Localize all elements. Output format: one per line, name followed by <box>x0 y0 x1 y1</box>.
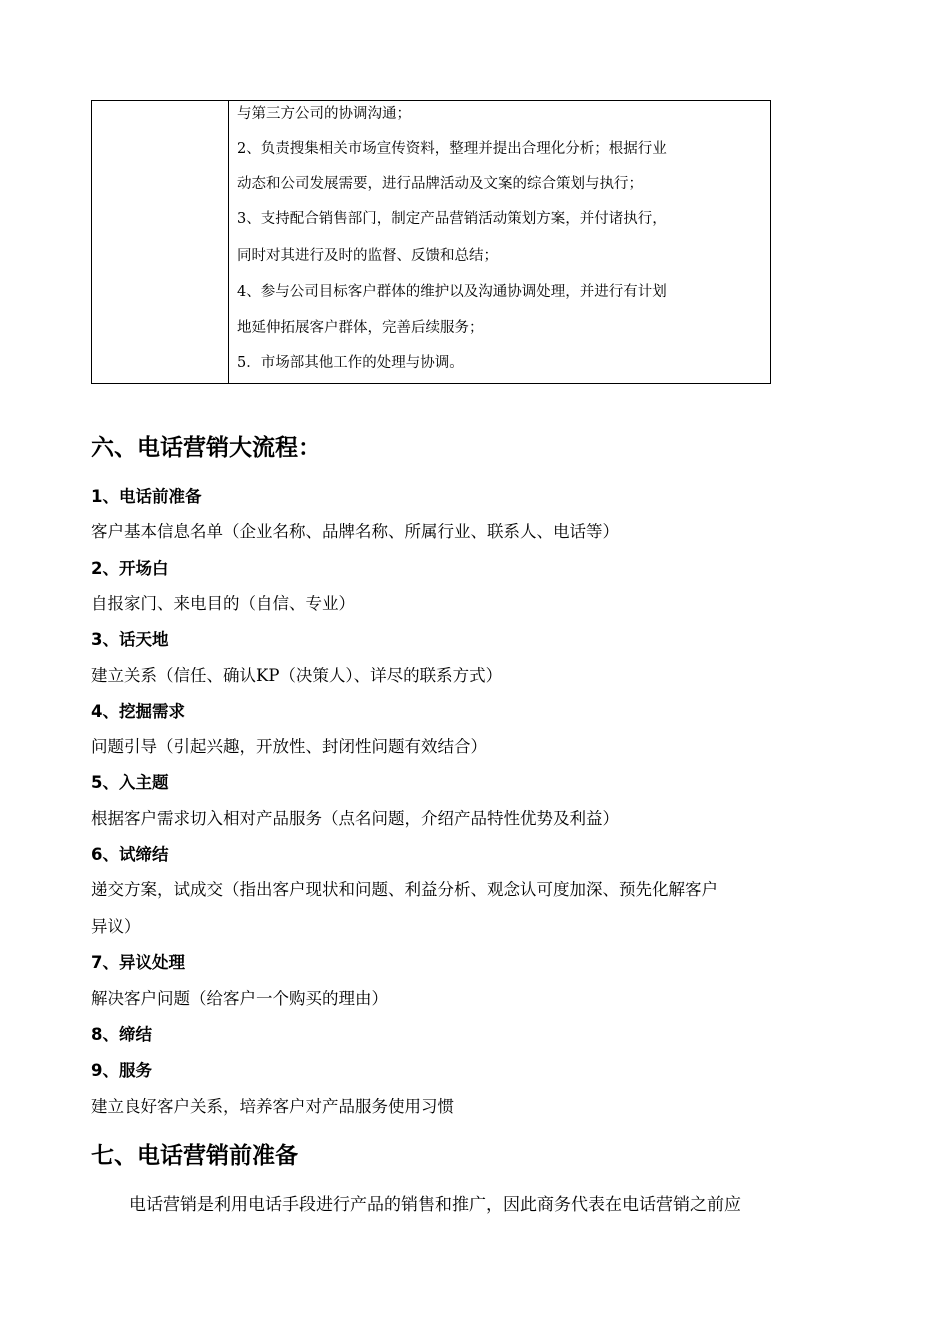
step-2-text: 自报家门、来电目的（自信、专业） <box>91 594 355 613</box>
step-3-text: 建立关系（信任、确认KP（决策人）、详尽的联系方式） <box>91 666 503 685</box>
step-2-title: 2、开场白 <box>91 559 169 578</box>
step-4-title: 4、挖掘需求 <box>91 702 185 721</box>
table-line: 地延伸拓展客户群体，完善后续服务； <box>237 320 484 336</box>
step-7-title: 7、异议处理 <box>91 953 185 972</box>
step-5-title: 5、入主题 <box>91 773 169 792</box>
table-line: 2、负责搜集相关市场宣传资料，整理并提出合理化分析；根据行业 <box>237 141 667 157</box>
step-9-text: 建立良好客户关系，培养客户对产品服务使用习惯 <box>91 1097 454 1116</box>
table-line: 与第三方公司的协调沟通； <box>237 106 411 122</box>
duty-table <box>91 100 771 384</box>
step-1-title: 1、电话前准备 <box>91 487 202 506</box>
table-line: 动态和公司发展需要，进行品牌活动及文案的综合策划与执行； <box>237 176 643 192</box>
table-line: 5．市场部其他工作的处理与协调。 <box>237 355 464 371</box>
table-line: 3、支持配合销售部门，制定产品营销活动策划方案，并付诸执行， <box>237 211 667 227</box>
step-1-text: 客户基本信息名单（企业名称、品牌名称、所属行业、联系人、电话等） <box>91 522 619 541</box>
step-6-text: 递交方案，试成交（指出客户现状和问题、利益分析、观念认可度加深、预先化解客户 <box>91 880 718 899</box>
section-7-heading: 七、电话营销前准备 <box>91 1143 298 1169</box>
step-3-title: 3、话天地 <box>91 630 169 649</box>
step-8-title: 8、缔结 <box>91 1025 152 1044</box>
step-4-text: 问题引导（引起兴趣，开放性、封闭性问题有效结合） <box>91 737 487 756</box>
table-right-cell <box>229 101 770 383</box>
step-6-title: 6、试缔结 <box>91 845 169 864</box>
step-9-title: 9、服务 <box>91 1061 152 1080</box>
step-5-text: 根据客户需求切入相对产品服务（点名问题，介绍产品特性优势及利益） <box>91 809 619 828</box>
table-left-cell <box>92 101 229 383</box>
table-line: 4、参与公司目标客户群体的维护以及沟通协调处理，并进行有计划 <box>237 284 667 300</box>
step-7-text: 解决客户问题（给客户一个购买的理由） <box>91 989 388 1008</box>
table-line: 同时对其进行及时的监督、反馈和总结； <box>237 248 498 264</box>
section-6-heading: 六、电话营销大流程： <box>91 435 321 461</box>
section-7-paragraph: 电话营销是利用电话手段进行产品的销售和推广，因此商务代表在电话营销之前应 <box>129 1195 741 1215</box>
step-6-text-cont: 异议） <box>91 917 141 936</box>
